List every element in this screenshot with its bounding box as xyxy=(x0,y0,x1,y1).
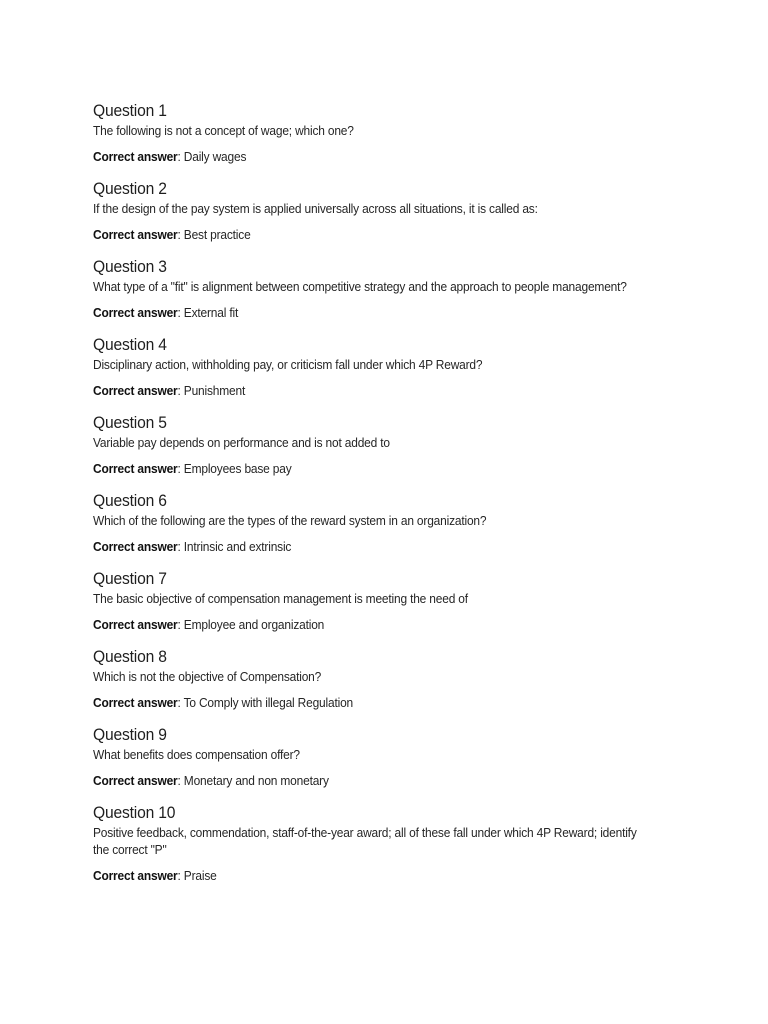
question-title: Question 7 xyxy=(93,569,167,588)
correct-answer-label: Correct answer xyxy=(93,227,178,242)
answer-separator: : xyxy=(177,383,184,398)
question-text: Variable pay depends on performance and is not added to xyxy=(93,435,390,450)
question-text: Positive feedback, commendation, staff-of-the-year award; all of these fall under which 4P Reward; identify the correct "P" xyxy=(93,825,637,857)
question-title: Question 2 xyxy=(93,179,167,198)
correct-answer-value: To Comply with illegal Regulation xyxy=(183,695,354,710)
question-title: Question 6 xyxy=(93,491,167,510)
correct-answer xyxy=(93,304,608,321)
correct-answer-label: Correct answer xyxy=(93,149,178,164)
answer-separator: : xyxy=(177,461,184,476)
correct-answer xyxy=(93,226,608,243)
answer-separator: : xyxy=(177,227,184,242)
question-text: The basic objective of compensation management is meeting the need of xyxy=(93,591,468,606)
correct-answer-value: External fit xyxy=(183,305,239,320)
question-title: Question 5 xyxy=(93,413,167,432)
correct-answer-value: Intrinsic and extrinsic xyxy=(183,539,292,554)
correct-answer xyxy=(93,694,608,711)
question-title: Question 9 xyxy=(93,725,167,744)
question-block-5 xyxy=(93,412,653,477)
correct-answer-label: Correct answer xyxy=(93,868,178,883)
question-text: If the design of the pay system is applied universally across all situations, it is called as: xyxy=(93,201,538,216)
question-block-1 xyxy=(93,100,653,165)
answer-separator: : xyxy=(177,149,184,164)
question-text: Which of the following are the types of the reward system in an organization? xyxy=(93,513,487,528)
correct-answer xyxy=(93,616,608,633)
question-block-6 xyxy=(93,490,653,555)
answer-separator: : xyxy=(177,868,184,883)
answer-separator: : xyxy=(177,773,184,788)
correct-answer-value: Monetary and non monetary xyxy=(183,773,329,788)
question-title: Question 8 xyxy=(93,647,167,666)
correct-answer xyxy=(93,772,608,789)
question-text: Which is not the objective of Compensation? xyxy=(93,669,322,684)
question-block-10 xyxy=(93,802,653,884)
question-title: Question 10 xyxy=(93,803,176,822)
correct-answer xyxy=(93,382,608,399)
correct-answer xyxy=(93,148,608,165)
question-text: Disciplinary action, withholding pay, or criticism fall under which 4P Reward? xyxy=(93,357,483,372)
correct-answer xyxy=(93,867,608,884)
answer-separator: : xyxy=(177,695,184,710)
question-title: Question 3 xyxy=(93,257,167,276)
answer-separator: : xyxy=(177,539,184,554)
question-text: The following is not a concept of wage; which one? xyxy=(93,123,354,138)
correct-answer-label: Correct answer xyxy=(93,773,178,788)
correct-answer-value: Employee and organization xyxy=(183,617,325,632)
correct-answer-value: Best practice xyxy=(183,227,251,242)
correct-answer-label: Correct answer xyxy=(93,617,178,632)
question-block-2 xyxy=(93,178,653,243)
question-block-9 xyxy=(93,724,653,789)
correct-answer xyxy=(93,538,608,555)
correct-answer-label: Correct answer xyxy=(93,461,178,476)
correct-answer-value: Praise xyxy=(183,868,217,883)
question-block-7 xyxy=(93,568,653,633)
correct-answer-label: Correct answer xyxy=(93,305,178,320)
quiz-answer-sheet xyxy=(93,100,653,897)
correct-answer-label: Correct answer xyxy=(93,695,178,710)
correct-answer-value: Daily wages xyxy=(183,149,247,164)
question-block-3 xyxy=(93,256,653,321)
correct-answer-value: Punishment xyxy=(183,383,246,398)
correct-answer xyxy=(93,460,608,477)
question-title: Question 4 xyxy=(93,335,167,354)
question-title: Question 1 xyxy=(93,101,167,120)
correct-answer-value: Employees base pay xyxy=(183,461,292,476)
answer-separator: : xyxy=(177,617,184,632)
question-text: What type of a "fit" is alignment between competitive strategy and the approach to people management? xyxy=(93,279,627,294)
correct-answer-label: Correct answer xyxy=(93,539,178,554)
question-text: What benefits does compensation offer? xyxy=(93,747,300,762)
correct-answer-label: Correct answer xyxy=(93,383,178,398)
question-block-8 xyxy=(93,646,653,711)
question-block-4 xyxy=(93,334,653,399)
answer-separator: : xyxy=(177,305,184,320)
